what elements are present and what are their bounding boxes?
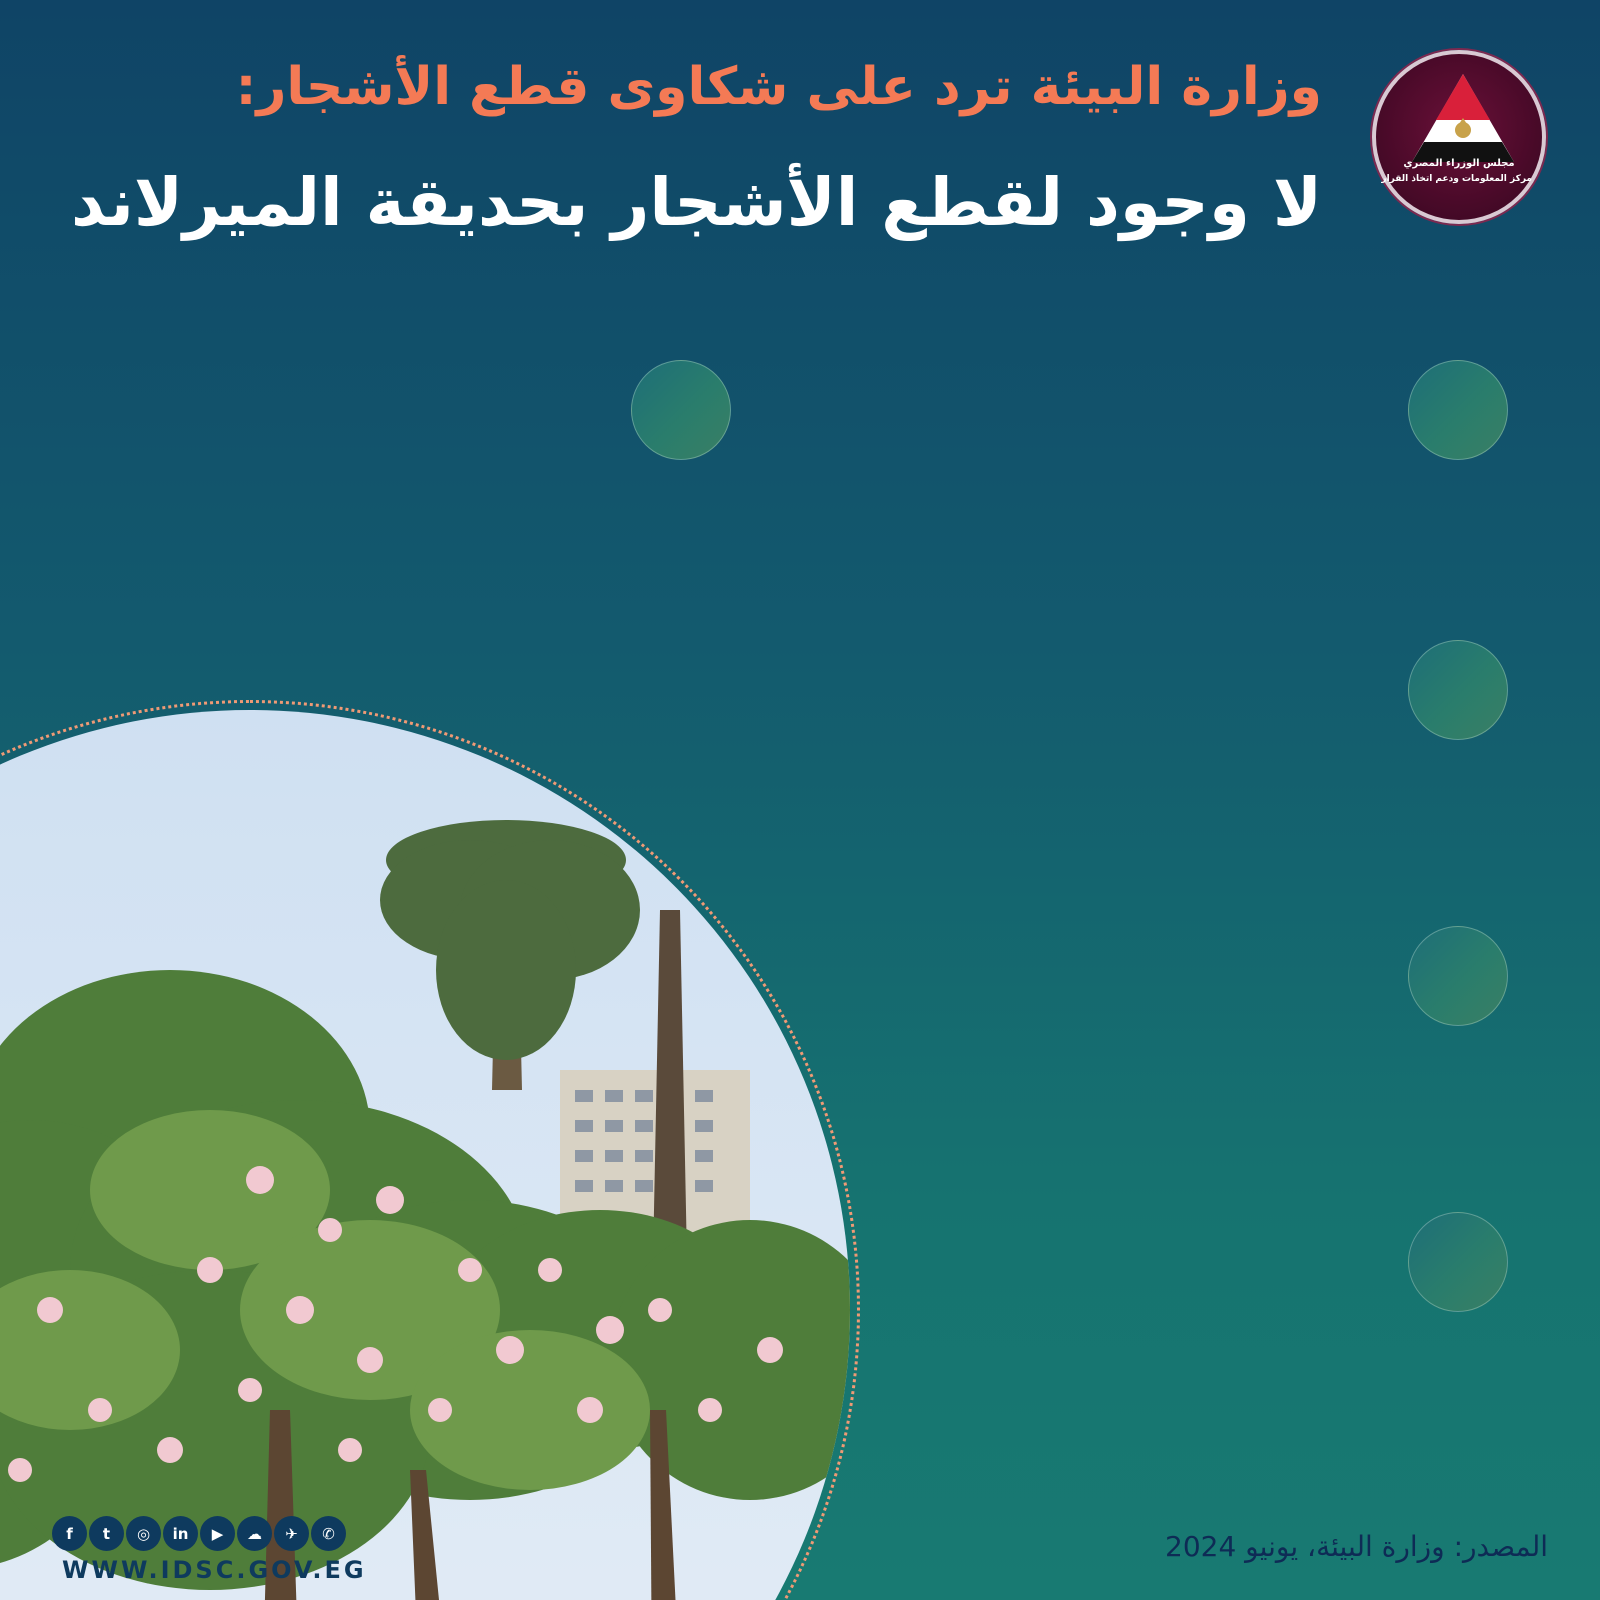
bullet-circle-icon: [1408, 640, 1508, 740]
logo-text-line1: مجلس الوزراء المصري: [1403, 158, 1515, 169]
telegram-icon[interactable]: ✈: [274, 1516, 309, 1551]
park-trees-image: [0, 710, 850, 1600]
website-link[interactable]: WWW.IDSC.GOV.EG: [62, 1556, 367, 1584]
egypt-flag-triangle-icon: [1410, 72, 1516, 166]
bullet-circle-icon: [631, 360, 731, 460]
park-photo: [0, 710, 850, 1600]
soundcloud-icon[interactable]: ☁: [237, 1516, 272, 1551]
source-note: المصدر: وزارة البيئة، يونيو 2024: [1165, 1530, 1548, 1563]
linkedin-icon[interactable]: in: [163, 1516, 198, 1551]
instagram-icon[interactable]: ◎: [126, 1516, 161, 1551]
bullet-circle-icon: [1408, 926, 1508, 1026]
logo-text-line2: مركز المعلومات ودعم اتخاذ القرار: [1381, 174, 1532, 184]
twitter-icon[interactable]: t: [89, 1516, 124, 1551]
facebook-icon[interactable]: f: [52, 1516, 87, 1551]
phone-icon[interactable]: ✆: [311, 1516, 346, 1551]
bullet-circle-icon: [1408, 360, 1508, 460]
social-icons-row: [52, 1516, 346, 1551]
headline-orange: وزارة البيئة ترد على شكاوى قطع الأشجار:: [235, 57, 1322, 117]
headline-white: لا وجود لقطع الأشجار بحديقة الميرلاند: [70, 164, 1322, 241]
bullet-circle-icon: [1408, 1212, 1508, 1312]
idsc-logo: [1372, 50, 1546, 224]
youtube-icon[interactable]: ▶: [200, 1516, 235, 1551]
